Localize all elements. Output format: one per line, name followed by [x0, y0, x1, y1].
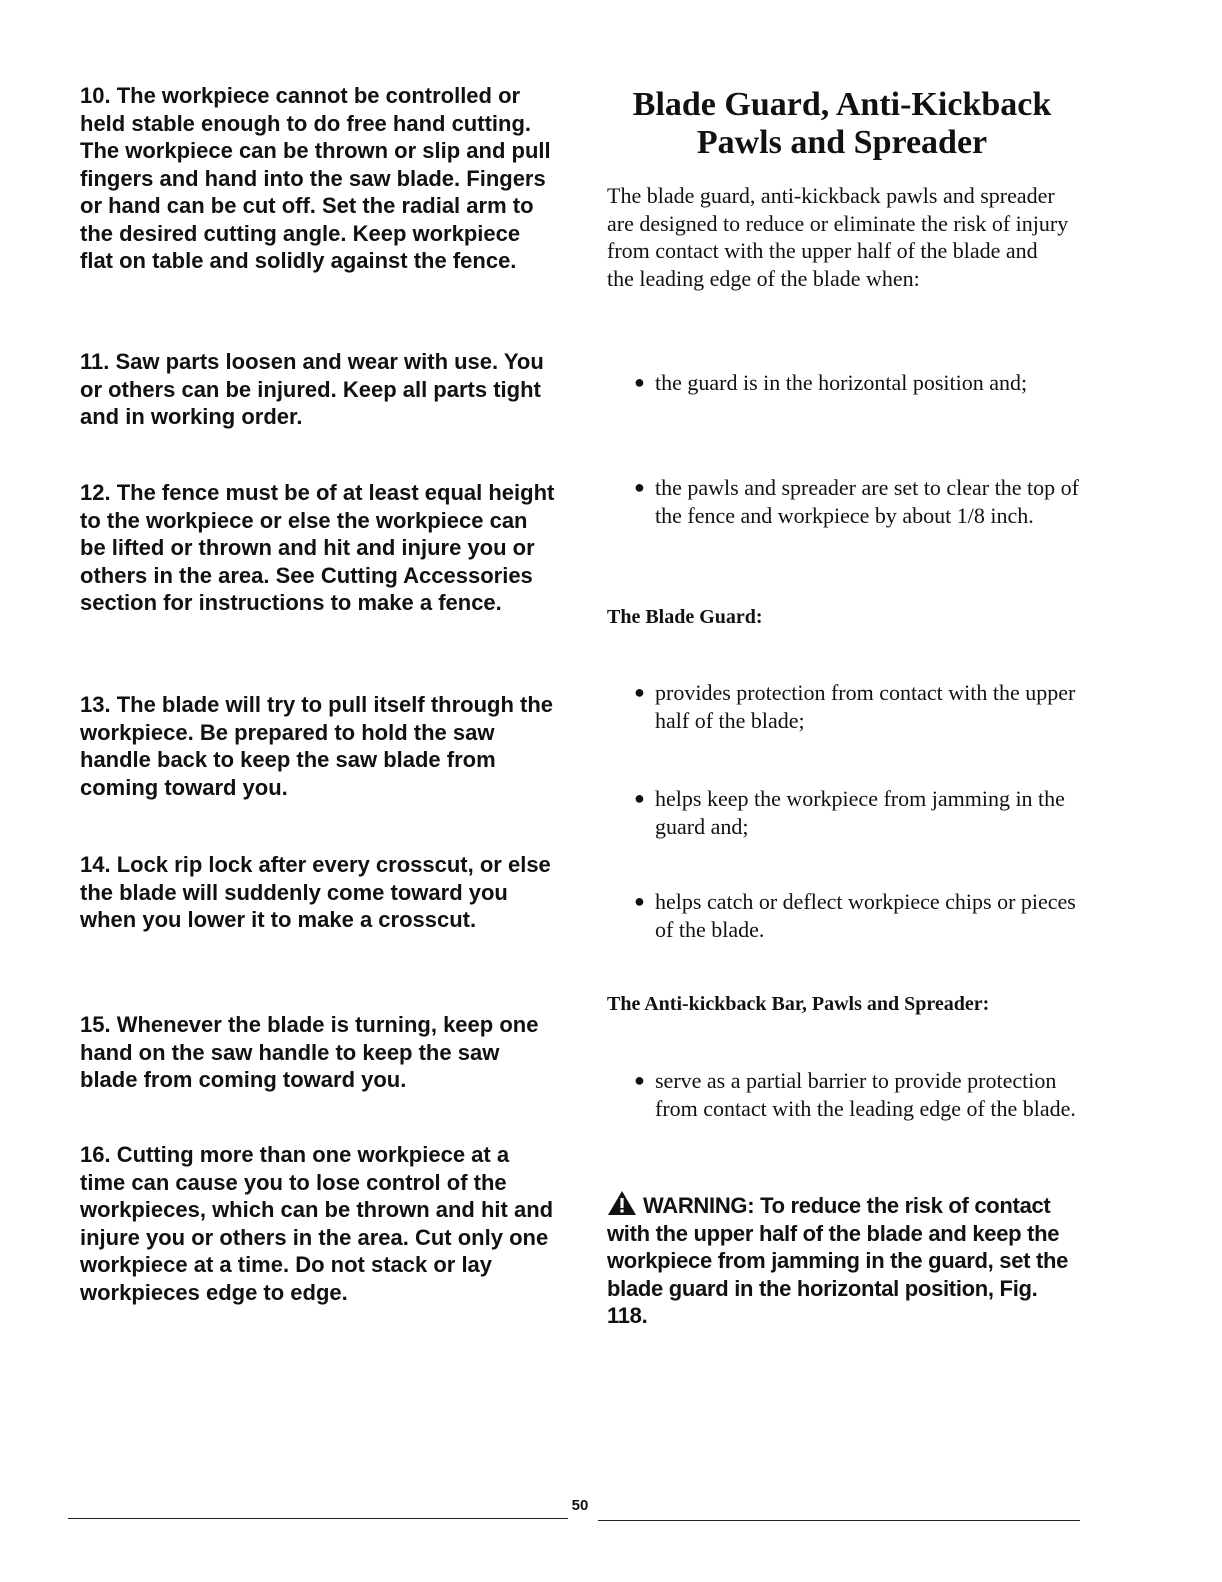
- section-title: Blade Guard, Anti-Kickback Pawls and Spreader: [632, 86, 1052, 161]
- safety-item-13: 13. The blade will try to pull itself through the workpiece. Be prepared to hold the saw handle back to keep the saw blade from coming toward you.: [80, 692, 554, 800]
- condition-item: [634, 474, 1085, 529]
- page-number: 50: [571, 1497, 589, 1514]
- bullet-text: serve as a partial barrier to provide protection from contact with the leading edge of the blade.: [655, 1068, 1076, 1121]
- bullet-dot-icon: ●: [634, 1070, 645, 1090]
- blade-guard-heading: The Blade Guard:: [607, 606, 763, 628]
- bullet-text: helps keep the workpiece from jamming in the guard and;: [655, 786, 1065, 839]
- footer-rule: [598, 1520, 1080, 1521]
- blade-guard-bullet: [634, 888, 1085, 943]
- bullet-text: helps catch or deflect workpiece chips or pieces of the blade.: [655, 889, 1076, 942]
- safety-item-14: 14. Lock rip lock after every crosscut, or else the blade will suddenly come toward you when you lower it to make a crosscut.: [80, 852, 551, 932]
- footer-rule: [68, 1518, 568, 1519]
- safety-item-16: 16. Cutting more than one workpiece at a time can cause you to lose control of the workpieces, which can be thrown and hit and injure you or others in the area. Cut only one workpiece at a time. Do not stack or lay workpieces edge to edge.: [80, 1142, 554, 1305]
- safety-item-15: 15. Whenever the blade is turning, keep one hand on the saw handle to keep the saw blade from coming toward you.: [80, 1012, 539, 1092]
- intro-paragraph: The blade guard, anti-kickback pawls and spreader are designed to reduce or eliminate the risk of injury from contact with the upper half of the blade and the leading edge of the blade when:: [607, 183, 1069, 291]
- warning-box: [607, 1190, 1077, 1330]
- bullet-dot-icon: ●: [634, 477, 645, 497]
- condition-text: the guard is in the horizontal position and;: [655, 370, 1028, 395]
- anti-kickback-bullet: [634, 1067, 1085, 1122]
- bullet-dot-icon: ●: [634, 891, 645, 911]
- warning-triangle-icon: [607, 1190, 637, 1216]
- condition-text: the pawls and spreader are set to clear the top of the fence and workpiece by about 1/8 inch.: [655, 475, 1079, 528]
- safety-item-11: 11. Saw parts loosen and wear with use. You or others can be injured. Keep all parts tight and in working order.: [80, 349, 544, 429]
- safety-item-12: 12. The fence must be of at least equal height to the workpiece or else the workpiece can be lifted or thrown and hit and injure you or others in the area. See Cutting Accessories section for instructions to make a fence.: [80, 480, 555, 615]
- condition-item: [634, 369, 1085, 397]
- bullet-dot-icon: ●: [634, 372, 645, 392]
- safety-item-10: 10. The workpiece cannot be controlled or held stable enough to do free hand cutting. The workpiece can be thrown or slip and pull fingers and hand into the saw blade. Fingers or hand can be cut off. Set the radial arm to the desired cutting angle. Keep workpiece flat on table and solidly against the fence.: [80, 83, 551, 273]
- warning-text: WARNING: To reduce the risk of contact with the upper half of the blade and keep the workpiece from jamming in the guard, set the blade guard in the horizontal position, Fig. 118.: [607, 1193, 1069, 1328]
- anti-kickback-heading: The Anti-kickback Bar, Pawls and Spreader:: [607, 993, 990, 1015]
- bullet-dot-icon: ●: [634, 788, 645, 808]
- bullet-dot-icon: ●: [634, 682, 645, 702]
- blade-guard-bullet: [634, 785, 1085, 840]
- blade-guard-bullet: [634, 679, 1085, 734]
- bullet-text: provides protection from contact with the upper half of the blade;: [655, 680, 1076, 733]
